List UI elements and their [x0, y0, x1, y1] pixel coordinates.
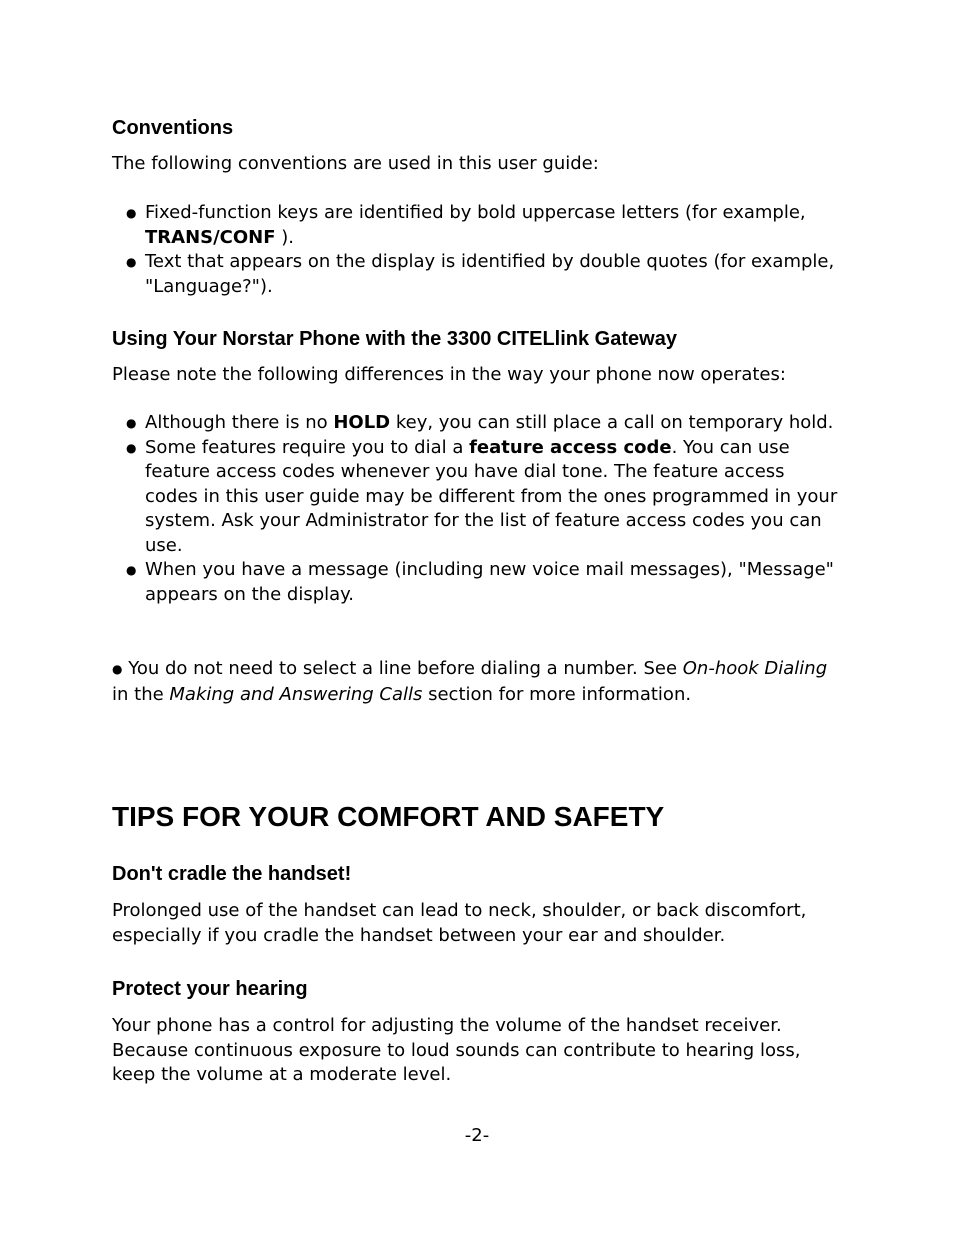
bullet-dot-icon: ● [126, 563, 137, 577]
list-item: ● Although there is no HOLD key, you can still place a call on temporary hold. [112, 411, 842, 436]
bullet-dot-icon: ● [112, 662, 123, 676]
conventions-heading: Conventions [112, 117, 234, 139]
gateway-intro: Please note the following differences in the way your phone now operates: [112, 364, 786, 385]
gateway-heading: Using Your Norstar Phone with the 3300 CITELlink Gateway [112, 328, 677, 350]
cradle-heading: Don't cradle the handset! [112, 863, 352, 885]
hearing-heading: Protect your hearing [112, 978, 308, 1000]
bullet-dot-icon: ● [126, 440, 137, 455]
list-item: ● Text that appears on the display is identified by double quotes (for example, "Language?"). [126, 251, 835, 297]
list-item: ● Fixed-function keys are identified by bold uppercase letters (for example, TRANS/CONF ). [126, 202, 806, 248]
gateway-list [112, 411, 842, 607]
bullet-dot-icon: ● [126, 206, 137, 220]
list-item: ● Some features require you to dial a feature access code. You can use feature access codes whenever you have dial tone. The feature access codes in this user guide may be different from the ones programmed in your system. Ask your Administrator for the list of feature access codes you can use. [126, 436, 838, 556]
bullet-dot-icon: ● [126, 416, 137, 430]
page-number: -2- [464, 1125, 490, 1146]
document-page [112, 0, 842, 1146]
tips-title: TIPS FOR YOUR COMFORT AND SAFETY [112, 801, 665, 832]
cradle-text: Prolonged use of the handset can lead to neck, shoulder, or back discomfort, especially if you cradle the handset between your ear and shoulder. [112, 900, 807, 946]
bullet-dot-icon: ● [126, 255, 137, 269]
conventions-intro: The following conventions are used in this user guide: [112, 153, 599, 174]
conventions-list [112, 201, 842, 299]
list-item: ● You do not need to select a line before dialing a number. See On-hook Dialing in the Making and Answering Calls section for more information. [112, 658, 828, 705]
list-item: ● When you have a message (including new voice mail messages), "Message" appears on the display. [126, 559, 834, 605]
hearing-text: Your phone has a control for adjusting the volume of the handset receiver. Because continuous exposure to loud sounds can contribute to hearing loss, keep the volume at a moderate level. [112, 1015, 801, 1085]
